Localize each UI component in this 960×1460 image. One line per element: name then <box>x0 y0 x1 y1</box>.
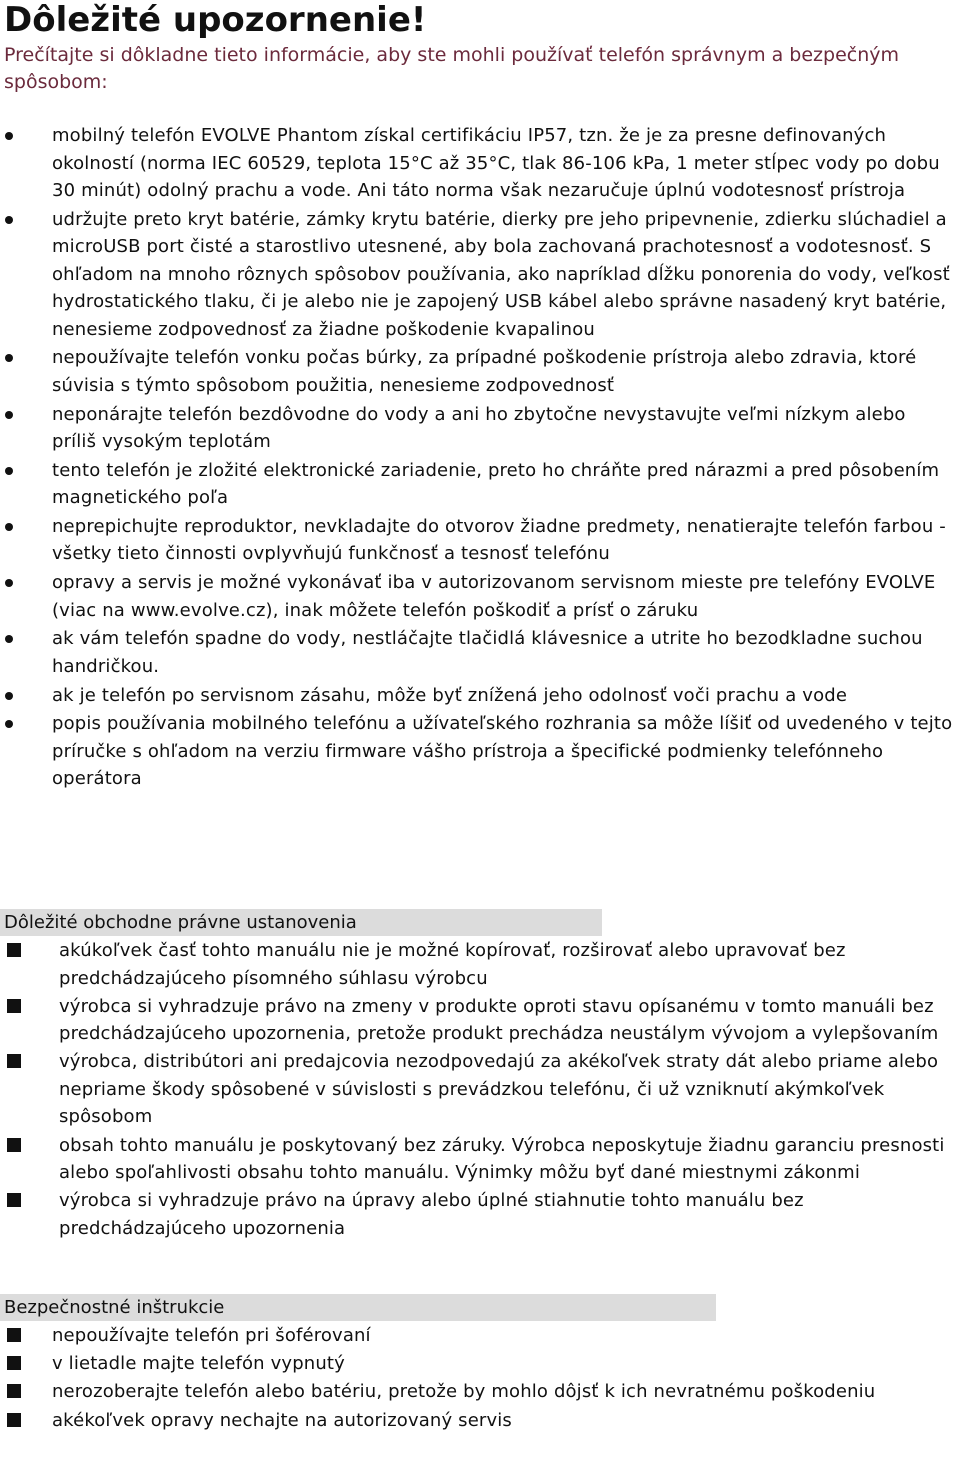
square-bullet-icon <box>7 1356 21 1370</box>
square-bullet-icon <box>7 1193 21 1207</box>
list-item <box>0 569 960 624</box>
list-item <box>0 1350 960 1378</box>
legal-text: výrobca si vyhradzuje právo na zmeny v produkte oproti stavu opísanému v tomto manuáli bez predchádzajúceho upozornenia, pretože produkt prechádza neustálym vývojom a vylepšovaním <box>59 995 939 1045</box>
bullet-dot-icon <box>5 720 13 728</box>
notice-text: ak vám telefón spadne do vody, nestláčajte tlačidlá klávesnice a utrite ho bezodkladne suchou handričkou. <box>52 628 923 677</box>
bullet-dot-icon <box>5 635 13 643</box>
legal-text: výrobca, distribútori ani predajcovia nezodpovedajú za akékoľvek straty dát alebo priame alebo nepriame škody spôsobené v súvislosti s prevádzkou telefónu, či už vzniknutí akýmkoľvek spôsobom <box>59 1051 939 1128</box>
list-item <box>0 1048 960 1131</box>
page-title: Dôležité upozornenie! <box>4 0 427 40</box>
bullet-dot-icon <box>5 132 13 140</box>
safety-text: v lietadle majte telefón vypnutý <box>52 1353 345 1375</box>
list-item <box>0 457 960 512</box>
square-bullet-icon <box>7 999 21 1013</box>
notice-text: ak je telefón po servisnom zásahu, môže byť znížená jeho odolnosť voči prachu a vode <box>52 684 848 706</box>
legal-text: výrobca si vyhradzuje právo na úpravy alebo úplné stiahnutie tohto manuálu bez predchádzajúceho upozornenia <box>59 1190 804 1239</box>
safety-text: akékoľvek opravy nechajte na autorizovaný servis <box>52 1409 512 1431</box>
list-item <box>0 1322 960 1350</box>
square-bullet-icon <box>7 1413 21 1427</box>
notice-text: neponárajte telefón bezdôvodne do vody a ani ho zbytočne nevystavujte veľmi nízkym alebo príliš vysokým teplotám <box>52 403 906 453</box>
notice-text: neprepichujte reproduktor, nevkladajte do otvorov žiadne predmety, nenatierajte telefón farbou - všetky tieto činnosti ovplyvňujú funkčnosť a tesnosť telefónu <box>52 515 946 565</box>
bullet-dot-icon <box>5 411 13 419</box>
bullet-dot-icon <box>5 354 13 362</box>
safety-text: nepoužívajte telefón pri šoférovaní <box>52 1325 371 1346</box>
legal-text: akúkoľvek časť tohto manuálu nie je možné kopírovať, rozširovať alebo upravovať bez predchádzajúceho písomného súhlasu výrobcu <box>59 940 846 989</box>
safety-list <box>0 1322 960 1435</box>
bullet-dot-icon <box>5 523 13 531</box>
square-bullet-icon <box>7 1384 21 1398</box>
notice-text: nepoužívajte telefón vonku počas búrky, za prípadné poškodenie prístroja alebo zdravia, ktoré súvisia s týmto spôsobom použitia, nenesieme zodpovednosť <box>52 347 917 396</box>
list-item <box>0 206 960 344</box>
notice-text: tento telefón je zložité elektronické zariadenie, preto ho chráňte pred nárazmi a pred pôsobením magnetického poľa <box>52 459 940 509</box>
list-item <box>0 1407 960 1435</box>
square-bullet-icon <box>7 943 21 957</box>
list-item <box>0 993 960 1048</box>
list-item <box>0 1378 960 1406</box>
list-item <box>0 937 960 992</box>
notice-text: mobilný telefón EVOLVE Phantom získal certifikáciu IP57, tzn. že je za presne definovaných okolností (norma IEC 60529, teplota 15°C až 35°C, tlak 86-106 kPa, 1 meter stĺpec vody po dobu 30 minút) odolný prachu a vode. Ani táto norma však nezaručuje úplnú vodotesnosť prístroja <box>52 125 940 201</box>
legal-section-heading: Dôležité obchodne právne ustanovenia <box>0 909 602 936</box>
notice-list <box>0 122 960 794</box>
list-item <box>0 1132 960 1187</box>
square-bullet-icon <box>7 1328 21 1342</box>
list-item <box>0 344 960 399</box>
safety-text: nerozoberajte telefón alebo batériu, pretože by mohlo dôjsť k ich nevratnému poškodeniu <box>52 1381 876 1403</box>
bullet-dot-icon <box>5 692 13 700</box>
list-item <box>0 625 960 680</box>
bullet-dot-icon <box>5 216 13 224</box>
notice-text: popis používania mobilného telefónu a užívateľského rozhrania sa môže líšiť od uvedeného v tejto príručke s ohľadom na verziu firmware vášho prístroja a špecifické podmienky telefónneho operátora <box>52 713 953 790</box>
intro-text: Prečítajte si dôkladne tieto informácie, aby ste mohli používať telefón správnym a bezpečným spôsobom: <box>4 44 900 93</box>
square-bullet-icon <box>7 1054 21 1068</box>
legal-text: obsah tohto manuálu je poskytovaný bez záruky. Výrobca neposkytuje žiadnu garanciu presnosti alebo spoľahlivosti obsahu tohto manuálu. Výnimky môžu byť dané miestnymi zákonmi <box>59 1134 945 1184</box>
list-item <box>0 1187 960 1242</box>
notice-text: udržujte preto kryt batérie, zámky krytu batérie, dierky pre jeho pripevnenie, zdierku slúchadiel a microUSB port čisté a starostlivo utesnené, aby bola zachovaná prachotesnosť a vodotesnosť. S ohľadom na mnoho rôznych spôsobov používania, ako napríklad dĺžku ponorenia do vody, veľkosť hydrostatického tlaku, či je alebo nie je zapojený USB kábel alebo správne nasadený kryt batérie, nenesieme zodpovednosť za žiadne poškodenie kvapalinou <box>52 208 950 340</box>
notice-text: opravy a servis je možné vykonávať iba v autorizovanom servisnom mieste pre telefóny EVOLVE (viac na www.evolve.cz), inak môžete telefón poškodiť a prísť o záruku <box>52 572 936 621</box>
bullet-dot-icon <box>5 467 13 475</box>
safety-section-heading: Bezpečnostné inštrukcie <box>0 1294 716 1321</box>
bullet-dot-icon <box>5 579 13 587</box>
list-item <box>0 710 960 793</box>
list-item <box>0 682 960 710</box>
legal-list <box>0 937 960 1243</box>
square-bullet-icon <box>7 1138 21 1152</box>
list-item <box>0 401 960 456</box>
list-item <box>0 122 960 205</box>
list-item <box>0 513 960 568</box>
